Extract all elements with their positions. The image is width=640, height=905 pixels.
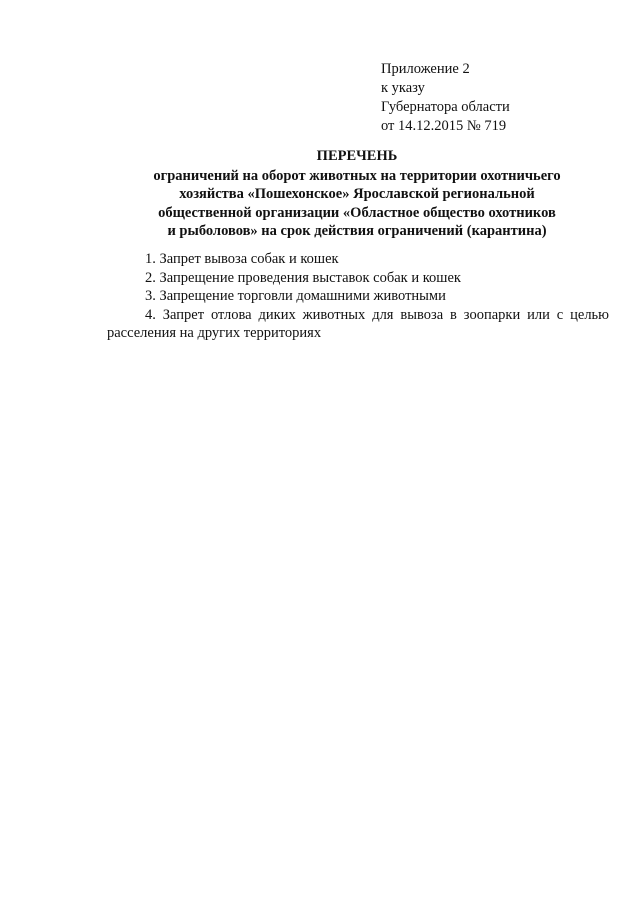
list-item: 4. Запрет отлова диких животных для вывоза в зоопарки или с целью расселения на других территориях [107,306,609,341]
title-line: и рыболовов» на срок действия ограничений (карантина) [167,223,547,239]
title-subtitle [100,167,614,241]
list-item: 2. Запрещение проведения выставок собак и кошек [145,269,461,286]
list-item: 3. Запрещение торговли домашними животными [145,288,446,304]
list-item: 1. Запрет вывоза собак и кошек [145,251,339,267]
title-line: хозяйства «Пошехонское» Ярославской региональной [179,186,535,202]
appendix-issuer: Губернатора области [381,99,510,115]
appendix-number: Приложение 2 [381,61,470,77]
appendix-reference [381,60,510,136]
appendix-date-number: от 14.12.2015 № 719 [381,118,507,134]
restrictions-list [107,250,609,343]
title-line: общественной организации «Областное общество охотников [158,204,556,221]
appendix-decree-label: к указу [381,80,425,96]
title-heading: ПЕРЕЧЕНЬ [316,148,398,164]
document-title [100,147,614,241]
title-line: ограничений на оборот животных на территории охотничьего [153,167,561,184]
